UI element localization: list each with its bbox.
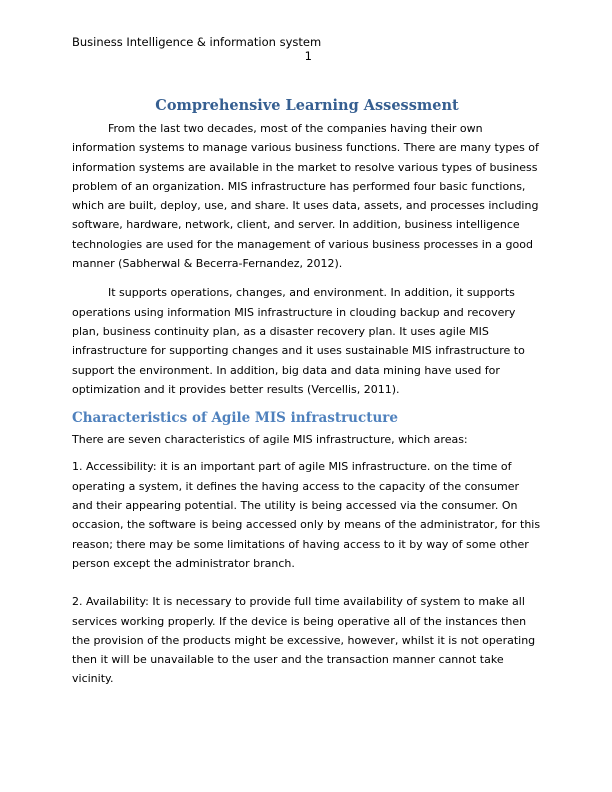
body-paragraph-operations: It supports operations, changes, and environment. In addition, it supports operations using information MIS infrastructure in clouding backup and recovery plan, business continuity plan, as a disaster recovery plan. It uses agile MIS infrastructure for supporting changes and it uses sustainable MIS infrastructure to support the environment. In addition, big data and data mining have used for optimization and it provides better results (Vercellis, 2011). xyxy=(72,286,525,396)
page-number: 1 xyxy=(304,49,312,63)
section-heading: Characteristics of Agile MIS infrastructure xyxy=(72,410,398,427)
section-intro: There are seven characteristics of agile MIS infrastructure, which areas: xyxy=(72,433,468,447)
document-title: Comprehensive Learning Assessment xyxy=(155,97,459,114)
list-item-accessibility: 1. Accessibility: it is an important part of agile MIS infrastructure. on the time of operating a system, it defines the having access to the capacity of the consumer and their appearing potential. The utility is being accessed via the consumer. On occasion, the software is being accessed only by means of the administrator, for this reason; there may be some limitations of having access to it by way of some other person except the administrator branch. xyxy=(72,460,541,570)
body-paragraph-intro: From the last two decades, most of the companies having their own information systems to manage various business functions. There are many types of information systems are available in the market to resolve various types of business problem of an organization. MIS infrastructure has performed four basic functions, which are built, deploy, use, and share. It uses data, assets, and processes including software, hardware, network, client, and server. In addition, business intelligence technologies are used for the management of various business processes in a good manner (Sabherwal & Becerra-Fernandez, 2012). xyxy=(72,122,539,271)
document-body xyxy=(72,96,542,689)
list-item-availability: 2. Availability: It is necessary to provide full time availability of system to make all services working properly. If the device is being operative all of the instances then the provision of the products might be excessive, however, whilst it is not operating then it will be unavailable to the user and the transaction manner cannot take vicinity. xyxy=(72,595,536,686)
running-head: Business Intelligence & information system xyxy=(72,35,322,49)
